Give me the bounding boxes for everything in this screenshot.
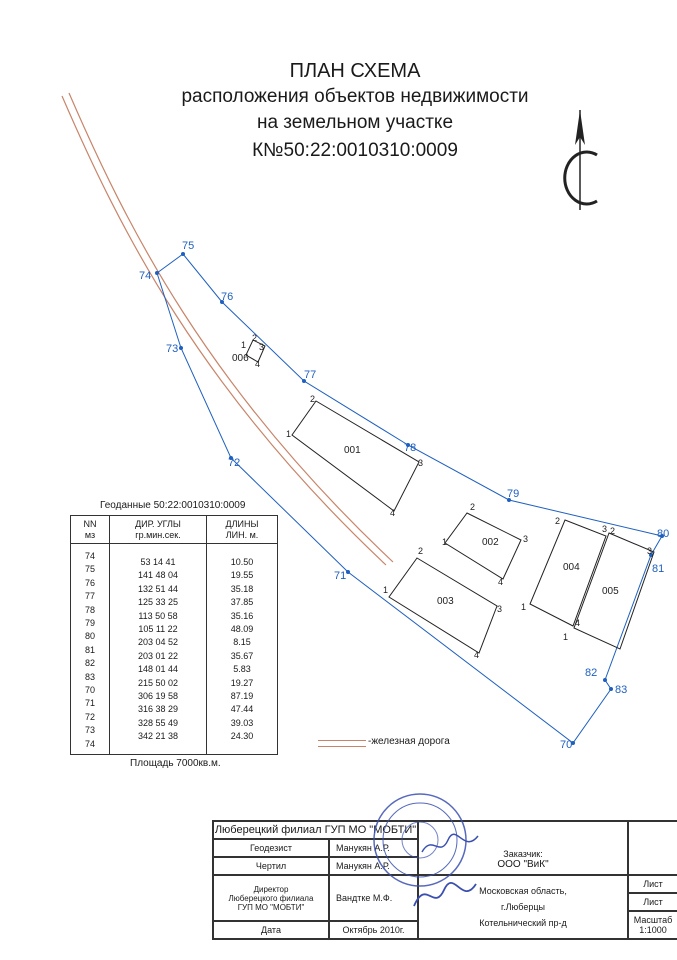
object-label-001: 001 [344, 445, 361, 456]
title-line2: расположения объектов недвижимости [181, 86, 529, 107]
building-001 [292, 401, 419, 511]
director-role: Директор Люберецкого филиала ГУП МО "МОБТИ" [213, 875, 329, 921]
svg-text:2: 2 [610, 526, 616, 536]
table-cell: 81 [84, 644, 95, 655]
table-cell: 215 50 02 [137, 677, 179, 688]
table-cell: 132 51 44 [137, 583, 179, 594]
table-cell: 203 04 52 [137, 637, 179, 648]
object-label-003: 003 [437, 596, 454, 607]
table-cell: 306 19 58 [137, 691, 179, 702]
table-cell: 83 [84, 671, 95, 682]
table-cell: 47.44 [230, 704, 254, 715]
table-cell: 24.30 [230, 731, 254, 742]
geodesist-name: Манукян А.Р. [329, 839, 418, 857]
svg-text:1: 1 [442, 537, 448, 547]
table-cell: 113 50 58 [138, 610, 178, 621]
geodata-label: Геоданные 50:22:0010310:0009 [100, 500, 246, 511]
object-label-004: 004 [563, 562, 580, 573]
table-header-lengths: ДЛИНЫ ЛИН. м. [207, 516, 278, 544]
table-header-angles: ДИР. УГЛЫ гр.мин.сек. [110, 516, 207, 544]
customer-label: Заказчик: [503, 849, 543, 859]
svg-text:1: 1 [286, 429, 292, 439]
svg-text:2: 2 [470, 502, 476, 512]
svg-text:3: 3 [602, 524, 608, 534]
signature-director [410, 876, 480, 916]
drafter-role: Чертил [213, 857, 329, 875]
svg-text:1: 1 [563, 632, 569, 642]
object-label-006: 006 [232, 353, 249, 364]
table-cell: 148 01 44 [137, 664, 179, 675]
table-cell: 74 [84, 738, 95, 749]
svg-text:3: 3 [497, 604, 503, 614]
table-cell: 105 11 22 [138, 624, 178, 635]
signature-geodesist [420, 830, 480, 860]
svg-text:1: 1 [383, 585, 389, 595]
table-cell: 87.19 [230, 691, 254, 702]
date-role: Дата [213, 921, 329, 939]
object-label-005: 005 [602, 586, 619, 597]
table-cell: 73 [84, 725, 95, 736]
table-col-lengths [207, 544, 278, 755]
railway-legend-swatch [318, 740, 366, 747]
table-cell: 316 38 29 [137, 704, 179, 715]
table-cell: 78 [84, 604, 95, 615]
table-cell: 19.27 [230, 677, 254, 688]
point-label-71: 71 [334, 570, 347, 582]
table-cell: 53 14 41 [140, 557, 176, 567]
table-cell: 37.85 [230, 597, 254, 608]
table-cell: 39.03 [230, 717, 254, 728]
date-value: Октябрь 2010г. [329, 921, 418, 939]
object-label-002: 002 [482, 537, 499, 548]
sheet-label-2: Лист [628, 893, 677, 911]
point-label-76: 76 [221, 291, 234, 303]
svg-text:4: 4 [390, 508, 396, 518]
table-cell: 35.67 [230, 650, 254, 661]
table-cell: 35.18 [230, 583, 254, 594]
svg-text:3: 3 [418, 458, 424, 468]
coordinates-table [70, 515, 278, 755]
org-name: Люберецкий филиал ГУП МО "МОБТИ" [213, 821, 418, 839]
point-label-78: 78 [404, 442, 417, 454]
title-line1: ПЛАН СХЕМА [289, 60, 421, 82]
table-cell: 8.15 [233, 637, 251, 648]
point-label-70: 70 [560, 739, 573, 751]
table-cell: 342 21 38 [137, 731, 179, 742]
table-cell: 70 [84, 685, 95, 696]
area-label: Площадь 7000кв.м. [130, 758, 221, 769]
blank-cell [628, 821, 677, 875]
table-header-nn: NN мз [71, 516, 110, 544]
svg-text:2: 2 [418, 546, 424, 556]
address: Московская область, г.Люберцы Котельнический пр-д [418, 875, 628, 939]
scale-label: Масштаб [633, 915, 673, 925]
customer-name: ООО "ВиК" [497, 859, 549, 870]
title-line3: на земельном участке [256, 112, 454, 133]
scale-block [628, 911, 677, 939]
title-line4: К№50:22:0010310:0009 [252, 140, 458, 161]
scale-value: 1:1000 [639, 925, 667, 935]
table-cell: 80 [84, 631, 95, 642]
point-label-75: 75 [182, 240, 195, 252]
svg-text:4: 4 [255, 359, 261, 369]
table-cell: 75 [84, 564, 95, 575]
table-cell: 203 01 22 [137, 650, 179, 661]
railway-line [62, 93, 396, 565]
svg-text:2: 2 [555, 516, 561, 526]
table-cell: 141 48 04 [137, 570, 179, 581]
geodesist-role: Геодезист [213, 839, 329, 857]
point-label-80: 80 [657, 528, 670, 540]
point-label-73: 73 [166, 343, 179, 355]
table-cell: 76 [84, 577, 95, 588]
svg-text:3: 3 [523, 534, 529, 544]
table-cell: 72 [84, 711, 95, 722]
director-name: Вандтке М.Ф. [329, 875, 418, 921]
table-cell: 82 [84, 658, 95, 669]
svg-text:4: 4 [474, 650, 480, 660]
svg-text:3: 3 [259, 342, 265, 352]
point-label-77: 77 [304, 369, 317, 381]
table-col-points [71, 544, 110, 755]
drafter-name: Манукян А.Р. [329, 857, 418, 875]
table-cell: 10.50 [230, 557, 254, 567]
table-cell: 48.09 [230, 624, 254, 635]
table-cell: 77 [84, 591, 95, 602]
sheet-label-1: Лист [628, 875, 677, 893]
table-cell: 35.16 [230, 610, 254, 621]
svg-text:1: 1 [521, 602, 527, 612]
table-cell: 328 55 49 [137, 717, 179, 728]
svg-text:4: 4 [575, 618, 581, 628]
point-label-82: 82 [585, 667, 598, 679]
svg-text:2: 2 [310, 394, 316, 404]
point-label-72: 72 [228, 457, 241, 469]
table-cell: 125 33 25 [137, 597, 179, 608]
point-label-81: 81 [652, 563, 665, 575]
svg-text:2: 2 [252, 333, 258, 343]
table-col-angles [110, 544, 207, 755]
point-label-83: 83 [615, 684, 628, 696]
table-cell: 19.55 [230, 570, 254, 581]
point-label-74: 74 [139, 270, 152, 282]
svg-text:1: 1 [241, 340, 247, 350]
railway-legend-label: -железная дорога [368, 736, 450, 747]
table-cell: 79 [84, 618, 95, 629]
svg-text:4: 4 [498, 577, 504, 587]
point-label-79: 79 [507, 488, 520, 500]
table-cell: 5.83 [233, 664, 251, 675]
table-cell: 71 [84, 698, 95, 709]
table-cell: 74 [84, 551, 95, 561]
svg-text:3: 3 [647, 546, 653, 556]
